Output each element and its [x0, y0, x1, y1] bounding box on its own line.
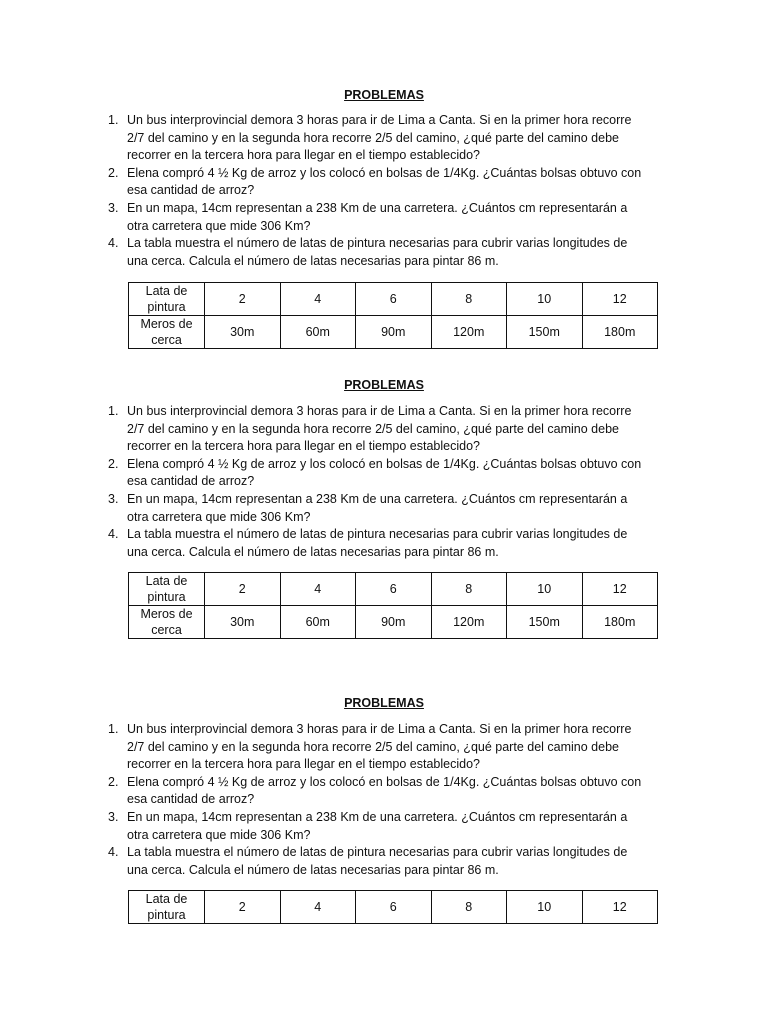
problem-item — [108, 235, 656, 270]
problem-list — [108, 403, 656, 561]
problem-line: otra carretera que mide 306 Km? — [127, 509, 311, 524]
problem-line: Un bus interprovincial demora 3 horas para ir de Lima a Canta. Si en la primer hora recorre — [127, 113, 632, 127]
problem-line: Elena compró 4 ½ Kg de arroz y los colocó en bolsas de 1/4Kg. ¿Cuántas bolsas obtuvo con — [127, 165, 642, 180]
problem-number: 3. — [108, 491, 119, 506]
problem-list — [108, 112, 656, 270]
table-cell: 10 — [507, 573, 583, 606]
problem-line: La tabla muestra el número de latas de pintura necesarias para cubrir varias longitudes de — [127, 236, 628, 251]
table-cell: 2 — [205, 891, 281, 924]
problem-line: una cerca. Calcula el número de latas necesarias para pintar 86 m. — [127, 253, 499, 268]
table-row — [129, 283, 658, 316]
table-cell: 180m — [582, 316, 658, 349]
problem-number: 3. — [108, 809, 119, 824]
section-title: PROBLEMAS — [344, 88, 424, 102]
problem-number: 4. — [108, 527, 119, 542]
problem-number: 2. — [108, 774, 119, 789]
table-row — [129, 316, 658, 349]
table-cell: 6 — [356, 573, 432, 606]
table-cell: 12 — [582, 891, 658, 924]
problem-line: Un bus interprovincial demora 3 horas para ir de Lima a Canta. Si en la primer hora recorre — [127, 404, 632, 418]
paint-table — [128, 890, 658, 924]
table-cell: 6 — [356, 891, 432, 924]
problem-line: En un mapa, 14cm representan a 238 Km de una carretera. ¿Cuántos cm representarán a — [127, 200, 628, 215]
problem-line: una cerca. Calcula el número de latas necesarias para pintar 86 m. — [127, 544, 499, 559]
problem-item — [108, 403, 656, 456]
header-line: Lata de — [145, 574, 188, 588]
table-cell: 4 — [280, 891, 356, 924]
problem-item — [108, 526, 656, 561]
problem-line: recorrer en la tercera hora para llegar en el tiempo establecido? — [127, 439, 480, 454]
problem-item — [108, 456, 656, 491]
problem-item — [108, 844, 656, 879]
table-cell: 8 — [431, 891, 507, 924]
table-cell: 12 — [582, 283, 658, 316]
problem-item — [108, 491, 656, 526]
table-cell: 30m — [205, 316, 281, 349]
header-line: Lata de — [145, 892, 188, 906]
problem-number: 3. — [108, 200, 119, 215]
header-line: cerca — [151, 333, 182, 347]
table-cell: 4 — [280, 573, 356, 606]
section-title: PROBLEMAS — [344, 696, 424, 710]
table-cell: 8 — [431, 573, 507, 606]
problem-line: La tabla muestra el número de latas de pintura necesarias para cubrir varias longitudes de — [127, 845, 628, 860]
row-header-lata — [129, 573, 205, 606]
table-row — [129, 606, 658, 639]
header-line: Meros de — [140, 607, 193, 621]
table-cell: 120m — [431, 316, 507, 349]
problem-item — [108, 774, 656, 809]
header-line: pintura — [147, 300, 186, 314]
table-cell: 60m — [280, 316, 356, 349]
table-cell: 10 — [507, 891, 583, 924]
header-line: Lata de — [145, 284, 188, 298]
header-line: cerca — [151, 623, 182, 637]
table-cell: 10 — [507, 283, 583, 316]
row-header-lata — [129, 891, 205, 924]
table-cell: 12 — [582, 573, 658, 606]
section-title: PROBLEMAS — [344, 378, 424, 392]
problem-number: 2. — [108, 456, 119, 471]
row-header-metros — [129, 606, 205, 639]
problem-line: recorrer en la tercera hora para llegar en el tiempo establecido? — [127, 148, 480, 163]
table-cell: 60m — [280, 606, 356, 639]
paint-table — [128, 282, 658, 349]
table-cell: 120m — [431, 606, 507, 639]
paint-table — [128, 572, 658, 639]
problem-line: 2/7 del camino y en la segunda hora recorre 2/5 del camino, ¿qué parte del camino debe — [127, 130, 619, 145]
problem-number: 1. — [108, 113, 119, 127]
table-cell: 4 — [280, 283, 356, 316]
table-cell: 90m — [356, 606, 432, 639]
problem-line: 2/7 del camino y en la segunda hora recorre 2/5 del camino, ¿qué parte del camino debe — [127, 421, 619, 436]
row-header-lata — [129, 283, 205, 316]
problem-line: una cerca. Calcula el número de latas necesarias para pintar 86 m. — [127, 862, 499, 877]
problem-item — [108, 112, 656, 165]
problem-line: Elena compró 4 ½ Kg de arroz y los colocó en bolsas de 1/4Kg. ¿Cuántas bolsas obtuvo con — [127, 774, 642, 789]
problem-line: Elena compró 4 ½ Kg de arroz y los colocó en bolsas de 1/4Kg. ¿Cuántas bolsas obtuvo con — [127, 456, 642, 471]
problem-line: esa cantidad de arroz? — [127, 183, 255, 198]
problem-item — [108, 165, 656, 200]
problem-item — [108, 809, 656, 844]
row-header-metros — [129, 316, 205, 349]
problem-line: otra carretera que mide 306 Km? — [127, 827, 311, 842]
problem-number: 2. — [108, 165, 119, 180]
table-row — [129, 891, 658, 924]
problem-item — [108, 721, 656, 774]
problem-number: 1. — [108, 722, 119, 736]
problem-line: La tabla muestra el número de latas de pintura necesarias para cubrir varias longitudes de — [127, 527, 628, 542]
problem-line: En un mapa, 14cm representan a 238 Km de una carretera. ¿Cuántos cm representarán a — [127, 491, 628, 506]
table-cell: 8 — [431, 283, 507, 316]
problem-line: otra carretera que mide 306 Km? — [127, 218, 311, 233]
header-line: Meros de — [140, 317, 193, 331]
table-cell: 150m — [507, 316, 583, 349]
table-row — [129, 573, 658, 606]
problem-line: esa cantidad de arroz? — [127, 474, 255, 489]
table-cell: 150m — [507, 606, 583, 639]
table-cell: 6 — [356, 283, 432, 316]
table-cell: 2 — [205, 573, 281, 606]
problem-line: esa cantidad de arroz? — [127, 792, 255, 807]
problem-line: Un bus interprovincial demora 3 horas para ir de Lima a Canta. Si en la primer hora recorre — [127, 722, 632, 736]
header-line: pintura — [147, 908, 186, 922]
problem-list — [108, 721, 656, 879]
table-cell: 2 — [205, 283, 281, 316]
problem-line: recorrer en la tercera hora para llegar en el tiempo establecido? — [127, 757, 480, 772]
problem-item — [108, 200, 656, 235]
table-cell: 90m — [356, 316, 432, 349]
table-cell: 180m — [582, 606, 658, 639]
header-line: pintura — [147, 590, 186, 604]
table-cell: 30m — [205, 606, 281, 639]
problem-line: En un mapa, 14cm representan a 238 Km de una carretera. ¿Cuántos cm representarán a — [127, 809, 628, 824]
problem-line: 2/7 del camino y en la segunda hora recorre 2/5 del camino, ¿qué parte del camino debe — [127, 739, 619, 754]
problem-number: 4. — [108, 845, 119, 860]
problem-number: 1. — [108, 404, 119, 418]
problem-number: 4. — [108, 236, 119, 251]
